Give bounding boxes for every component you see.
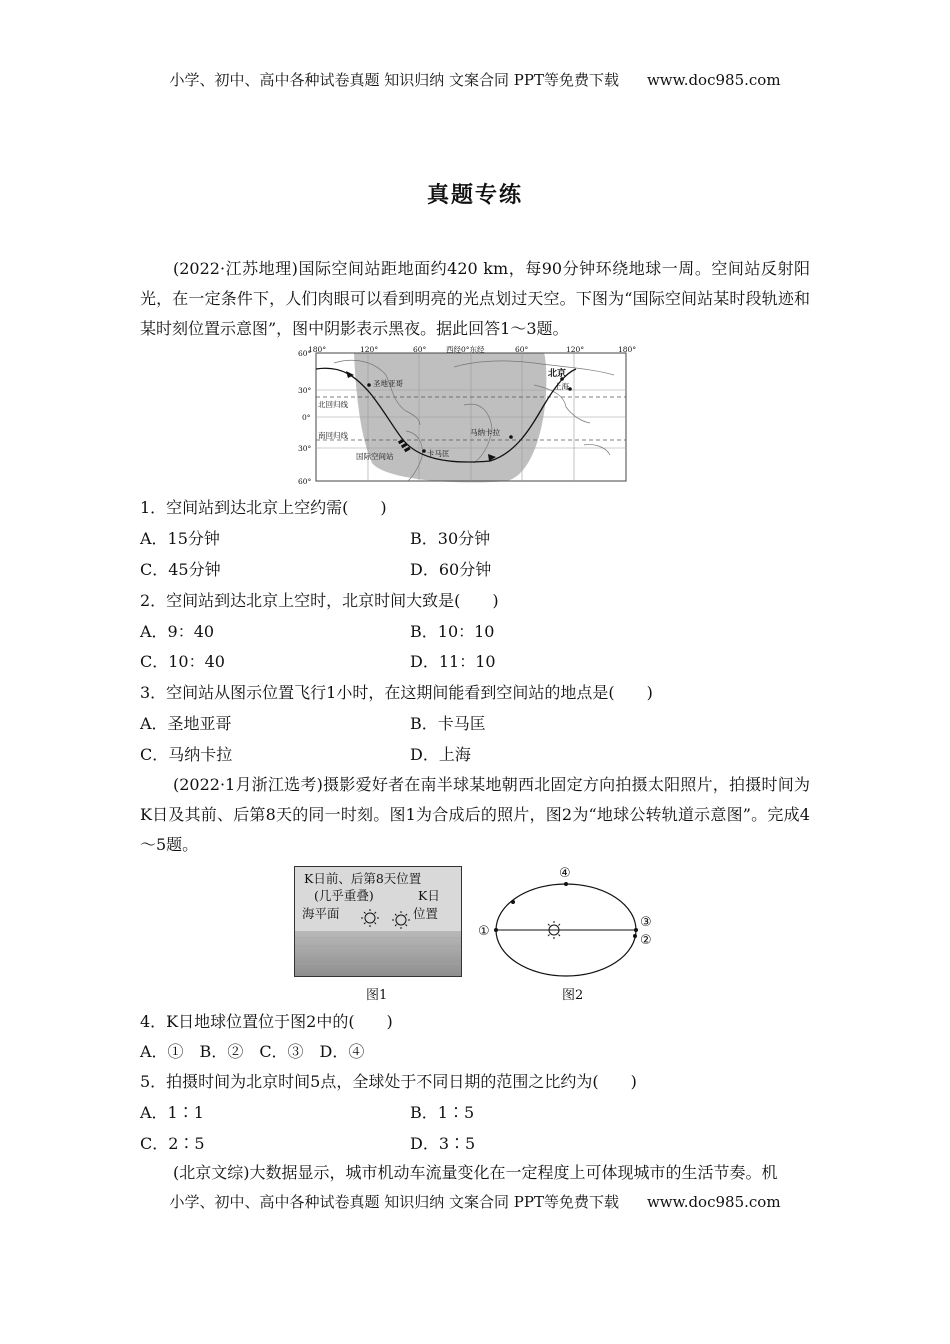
orbit-position-3: ③ (640, 915, 652, 930)
figure-1-caption: 图1 (366, 988, 388, 1003)
header-url: www.doc985.com (646, 71, 781, 89)
question-4-options: A．① B．② C．③ D．④ (140, 1042, 365, 1061)
page-title: 真题专练 (426, 182, 523, 208)
question-2-option-b: B．10：10 (410, 622, 495, 641)
lat-label: 30° (298, 386, 312, 395)
figure-2-caption: 图2 (562, 988, 584, 1003)
question-3-option-d: D．上海 (410, 745, 471, 764)
intro-paragraph-1: (2022·江苏地理)国际空间站距地面约420 km，每90分钟环绕地球一周。空间站反射阳光，在一定条件下，人们肉眼可以看到明亮的光点划过天空。下图为“国际空间站某时段轨迹和某时刻位置示意图”，图中阴影表示黑夜。据此回答1～3题。 (140, 259, 810, 338)
footer-url: www.doc985.com (646, 1193, 781, 1211)
lon-label: 60° (515, 345, 529, 354)
question-4-stem: 4．K日地球位置位于图2中的( ) (140, 1012, 393, 1031)
question-1-stem: 1．空间站到达北京上空约需( ) (140, 498, 387, 517)
place-manakara: 马纳卡拉 (470, 428, 500, 437)
question-1-option-c: C．45分钟 (140, 560, 221, 579)
question-1-option-b: B．30分钟 (410, 529, 491, 548)
lon-label: 180° (308, 345, 327, 354)
place-beijing: 北京 (548, 369, 567, 379)
lon-label: 60° (413, 345, 427, 354)
iss-track-map (294, 345, 636, 487)
orbit-position-4: ④ (559, 866, 571, 881)
question-5-option-a: A．1∶1 (140, 1103, 204, 1122)
question-2-option-c: C．10：40 (140, 652, 225, 671)
orbit-position-1: ① (478, 924, 490, 939)
tropic-north-label: 北回归线 (318, 400, 348, 409)
fig1-label-kday: K日 (418, 888, 440, 903)
night-shadow (354, 353, 546, 482)
figure-2-orbit (476, 862, 660, 980)
fig1-label-position: 位置 (413, 906, 439, 921)
lat-label: 0° (302, 413, 311, 422)
lon-label: 西经0°东经 (446, 345, 485, 354)
question-1-option-d: D．60分钟 (410, 560, 492, 579)
lat-label: 30° (298, 444, 312, 453)
question-2-stem: 2．空间站到达北京上空时，北京时间大致是( ) (140, 591, 499, 610)
place-shanghai: 上海 (554, 382, 569, 391)
header-text: 小学、初中、高中各种试卷真题 知识归纳 文案合同 PPT等免费下载 (169, 71, 619, 89)
question-1-option-a: A．15分钟 (140, 529, 220, 548)
figure-1-photo (294, 866, 462, 977)
lat-label: 60° (298, 477, 312, 486)
question-3-option-a: A．圣地亚哥 (140, 714, 232, 733)
fig1-label-line1: K日前、后第8天位置 (304, 871, 422, 886)
question-5-option-d: D．3∶5 (410, 1134, 476, 1153)
question-5-stem: 5．拍摄时间为北京时间5点，全球处于不同日期的范围之比约为( ) (140, 1072, 637, 1091)
question-3-option-b: B．卡马匡 (410, 714, 486, 733)
place-san-diego: 圣地亚哥 (373, 379, 403, 388)
question-2-option-a: A．9：40 (140, 622, 215, 641)
place-camaguey: 卡马匡 (427, 449, 450, 458)
tropic-south-label: 南回归线 (318, 431, 348, 440)
place-station: 国际空间站 (356, 452, 394, 461)
intro-paragraph-3: (北京文综)大数据显示，城市机动车流量变化在一定程度上可体现城市的生活节奏。机 (173, 1163, 778, 1182)
question-3-option-c: C．马纳卡拉 (140, 745, 233, 764)
lon-label: 180° (618, 345, 636, 354)
question-2-option-d: D．11：10 (410, 652, 496, 671)
lon-label: 120° (566, 345, 585, 354)
fig1-label-sea: 海平面 (302, 906, 340, 921)
page-footer (0, 1191, 950, 1212)
lat-label: 60° (298, 349, 312, 358)
intro-paragraph-2: (2022·1月浙江选考)摄影爱好者在南半球某地朝西北固定方向拍摄太阳照片，拍摄时间为K日及其前、后第8天的同一时刻。图1为合成后的照片，图2为“地球公转轨道示意图”。完成4～5题。 (140, 775, 810, 854)
question-3-stem: 3．空间站从图示位置飞行1小时，在这期间能看到空间站的地点是( ) (140, 683, 653, 702)
lon-label: 120° (360, 345, 379, 354)
fig1-label-line2: (几乎重叠) (314, 888, 374, 903)
orbit-position-2: ② (640, 933, 652, 948)
footer-text: 小学、初中、高中各种试卷真题 知识归纳 文案合同 PPT等免费下载 (169, 1193, 619, 1211)
page-header (0, 69, 950, 90)
question-5-option-c: C．2∶5 (140, 1134, 205, 1153)
question-5-option-b: B．1∶5 (410, 1103, 475, 1122)
